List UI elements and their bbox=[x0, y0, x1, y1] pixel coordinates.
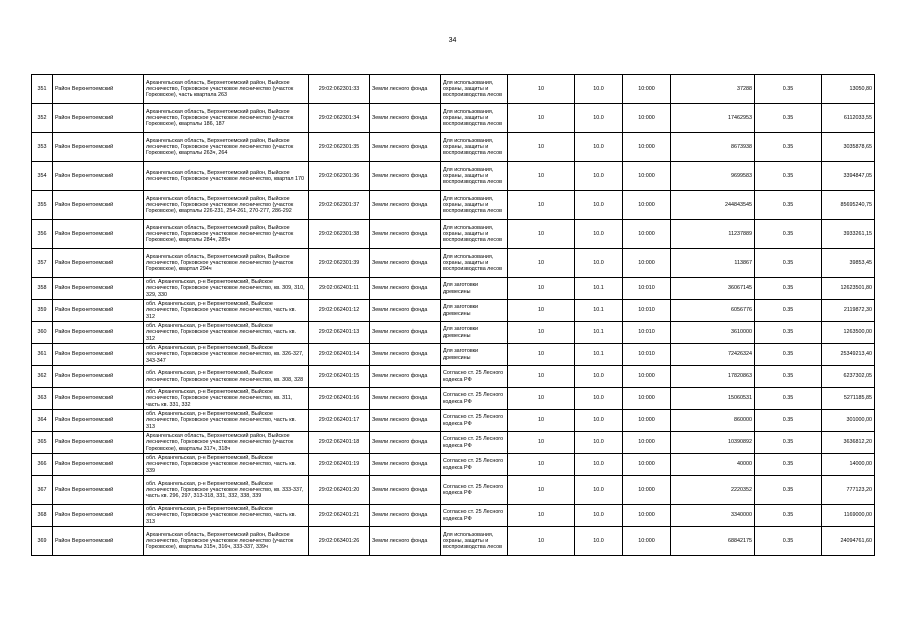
row-number: 359 bbox=[32, 300, 53, 322]
address-cell: Архангельская область, Верхнетоемский район, Выйское лесничество, Горковское участковое лесничество (участок Горковское), кварталы 263ч, 264 bbox=[144, 133, 309, 162]
table-row bbox=[32, 220, 875, 249]
permitted-use-cell: Для использования, охраны, защиты и воспроизводства лесов bbox=[441, 104, 508, 133]
district-cell: Район Верхнетоемский bbox=[53, 410, 144, 432]
permitted-use-cell: Согласно ст. 25 Лесного кодекса РФ bbox=[441, 505, 508, 527]
permitted-use-cell: Согласно ст. 25 Лесного кодекса РФ bbox=[441, 454, 508, 476]
table-row bbox=[32, 104, 875, 133]
cadastral-number-cell: 29:02:062301:35 bbox=[309, 133, 370, 162]
code-1-cell: 10 bbox=[508, 322, 575, 344]
code-3-cell: 10:000 bbox=[623, 366, 671, 388]
code-1-cell: 10 bbox=[508, 527, 575, 556]
table-row bbox=[32, 432, 875, 454]
land-category-cell: Земли лесного фонда bbox=[370, 527, 441, 556]
rate-cell: 0.35 bbox=[755, 366, 822, 388]
land-category-cell: Земли лесного фонда bbox=[370, 476, 441, 505]
rate-cell: 0.35 bbox=[755, 162, 822, 191]
table-row bbox=[32, 133, 875, 162]
district-cell: Район Верхнетоемский bbox=[53, 527, 144, 556]
code-3-cell: 10:000 bbox=[623, 162, 671, 191]
rate-cell: 0.35 bbox=[755, 278, 822, 300]
cadastral-number-cell: 29:02:062401:17 bbox=[309, 410, 370, 432]
cadastral-number-cell: 29:02:062301:33 bbox=[309, 75, 370, 104]
code-1-cell: 10 bbox=[508, 505, 575, 527]
district-cell: Район Верхнетоемский bbox=[53, 388, 144, 410]
address-cell: обл. Архангельская, р-н Верхнетоемский, Выйское лесничество, Горковское участковое лесничество, часть кв. 339 bbox=[144, 454, 309, 476]
permitted-use-cell: Согласно ст. 25 Лесного кодекса РФ bbox=[441, 476, 508, 505]
land-category-cell: Земли лесного фонда bbox=[370, 344, 441, 366]
district-cell: Район Верхнетоемский bbox=[53, 432, 144, 454]
row-number: 351 bbox=[32, 75, 53, 104]
code-1-cell: 10 bbox=[508, 388, 575, 410]
permitted-use-cell: Согласно ст. 25 Лесного кодекса РФ bbox=[441, 410, 508, 432]
code-3-cell: 10:000 bbox=[623, 191, 671, 220]
cadastral-number-cell: 29:02:062401:14 bbox=[309, 344, 370, 366]
address-cell: Архангельская область, Верхнетоемский район, Выйское лесничество, Горковское участковое лесничество (участок Горковское), квартал 294ч bbox=[144, 249, 309, 278]
area-cell: 17820863 bbox=[671, 366, 755, 388]
permitted-use-cell: Согласно ст. 25 Лесного кодекса РФ bbox=[441, 432, 508, 454]
area-cell: 244843545 bbox=[671, 191, 755, 220]
area-cell: 15060531 bbox=[671, 388, 755, 410]
land-category-cell: Земли лесного фонда bbox=[370, 388, 441, 410]
rate-cell: 0.35 bbox=[755, 410, 822, 432]
cadastral-value-cell: 39853,45 bbox=[822, 249, 875, 278]
address-cell: Архангельская область, Верхнетоемский район, Выйское лесничество, Горковское участковое лесничество (участок Горковское), часть квартала 263 bbox=[144, 75, 309, 104]
code-3-cell: 10:000 bbox=[623, 476, 671, 505]
rate-cell: 0.35 bbox=[755, 191, 822, 220]
row-number: 355 bbox=[32, 191, 53, 220]
district-cell: Район Верхнетоемский bbox=[53, 505, 144, 527]
rate-cell: 0.35 bbox=[755, 388, 822, 410]
cadastral-value-cell: 777123,20 bbox=[822, 476, 875, 505]
permitted-use-cell: Для использования, охраны, защиты и воспроизводства лесов bbox=[441, 191, 508, 220]
code-3-cell: 10:000 bbox=[623, 527, 671, 556]
cadastral-number-cell: 29:02:063401:26 bbox=[309, 527, 370, 556]
code-1-cell: 10 bbox=[508, 191, 575, 220]
land-category-cell: Земли лесного фонда bbox=[370, 505, 441, 527]
address-cell: обл. Архангельская, р-н Верхнетоемский, Выйское лесничество, Горковское участковое лесничество, кв. 308, 328 bbox=[144, 366, 309, 388]
cadastral-value-cell: 3933261,15 bbox=[822, 220, 875, 249]
code-2-cell: 10.1 bbox=[575, 344, 623, 366]
code-1-cell: 10 bbox=[508, 476, 575, 505]
table-row bbox=[32, 75, 875, 104]
area-cell: 3610000 bbox=[671, 322, 755, 344]
row-number: 357 bbox=[32, 249, 53, 278]
area-cell: 37288 bbox=[671, 75, 755, 104]
rate-cell: 0.35 bbox=[755, 133, 822, 162]
code-1-cell: 10 bbox=[508, 162, 575, 191]
code-2-cell: 10.1 bbox=[575, 278, 623, 300]
permitted-use-cell: Для использования, охраны, защиты и воспроизводства лесов bbox=[441, 133, 508, 162]
area-cell: 10390892 bbox=[671, 432, 755, 454]
code-2-cell: 10.0 bbox=[575, 75, 623, 104]
land-category-cell: Земли лесного фонда bbox=[370, 278, 441, 300]
code-2-cell: 10.0 bbox=[575, 410, 623, 432]
code-1-cell: 10 bbox=[508, 410, 575, 432]
table-row bbox=[32, 454, 875, 476]
area-cell: 9699583 bbox=[671, 162, 755, 191]
row-number: 368 bbox=[32, 505, 53, 527]
code-1-cell: 10 bbox=[508, 454, 575, 476]
cadastral-value-cell: 3636812,20 bbox=[822, 432, 875, 454]
rate-cell: 0.35 bbox=[755, 505, 822, 527]
area-cell: 113867 bbox=[671, 249, 755, 278]
code-3-cell: 10:000 bbox=[623, 454, 671, 476]
cadastral-number-cell: 29:02:062301:37 bbox=[309, 191, 370, 220]
area-cell: 11237889 bbox=[671, 220, 755, 249]
permitted-use-cell: Для заготовки древесины bbox=[441, 278, 508, 300]
cadastral-value-cell: 24094761,60 bbox=[822, 527, 875, 556]
address-cell: Архангельская область, Верхнетоемский район, Выйское лесничество, Горковское участковое лесничество (участок Горковское), кварталы 317ч, 318ч bbox=[144, 432, 309, 454]
code-1-cell: 10 bbox=[508, 344, 575, 366]
district-cell: Район Верхнетоемский bbox=[53, 278, 144, 300]
address-cell: Архангельская область, Верхнетоемский район, Выйское лесничество, Горковское участковое лесничество (участок Горковское), кварталы 284ч, 285ч bbox=[144, 220, 309, 249]
land-category-cell: Земли лесного фонда bbox=[370, 432, 441, 454]
permitted-use-cell: Согласно ст. 25 Лесного кодекса РФ bbox=[441, 388, 508, 410]
row-number: 364 bbox=[32, 410, 53, 432]
cadastral-number-cell: 29:02:062401:16 bbox=[309, 388, 370, 410]
area-cell: 6056776 bbox=[671, 300, 755, 322]
district-cell: Район Верхнетоемский bbox=[53, 366, 144, 388]
address-cell: Архангельская область, Верхнетоемский район, Выйское лесничество, Горковское участковое лесничество (участок Горковское), кварталы 315ч, 316ч, 333-337, 339ч bbox=[144, 527, 309, 556]
cadastral-number-cell: 29:02:062301:39 bbox=[309, 249, 370, 278]
cadastral-value-cell: 6112033,55 bbox=[822, 104, 875, 133]
cadastral-number-cell: 29:02:062401:12 bbox=[309, 300, 370, 322]
land-category-cell: Земли лесного фонда bbox=[370, 366, 441, 388]
code-2-cell: 10.0 bbox=[575, 191, 623, 220]
area-cell: 3340000 bbox=[671, 505, 755, 527]
table-row bbox=[32, 162, 875, 191]
cadastral-value-cell: 1169000,00 bbox=[822, 505, 875, 527]
rate-cell: 0.35 bbox=[755, 75, 822, 104]
table-row bbox=[32, 366, 875, 388]
code-2-cell: 10.0 bbox=[575, 162, 623, 191]
permitted-use-cell: Для использования, охраны, защиты и воспроизводства лесов bbox=[441, 75, 508, 104]
address-cell: обл. Архангельская, р-н Верхнетоемский, Выйское лесничество, Горковское участковое лесничество, часть кв. 312 bbox=[144, 322, 309, 344]
cadastral-value-cell: 6237302,05 bbox=[822, 366, 875, 388]
rate-cell: 0.35 bbox=[755, 454, 822, 476]
row-number: 352 bbox=[32, 104, 53, 133]
table-body bbox=[32, 75, 875, 556]
cadastral-value-cell: 25349213,40 bbox=[822, 344, 875, 366]
code-3-cell: 10:010 bbox=[623, 322, 671, 344]
cadastral-value-cell: 1263500,00 bbox=[822, 322, 875, 344]
rate-cell: 0.35 bbox=[755, 249, 822, 278]
code-2-cell: 10.0 bbox=[575, 388, 623, 410]
area-cell: 68842175 bbox=[671, 527, 755, 556]
permitted-use-cell: Для использования, охраны, защиты и воспроизводства лесов bbox=[441, 162, 508, 191]
rate-cell: 0.35 bbox=[755, 432, 822, 454]
code-3-cell: 10:000 bbox=[623, 133, 671, 162]
code-1-cell: 10 bbox=[508, 432, 575, 454]
code-2-cell: 10.0 bbox=[575, 505, 623, 527]
land-category-cell: Земли лесного фонда bbox=[370, 191, 441, 220]
address-cell: Архангельская область, Верхнетоемский район, Выйское лесничество, Горковское участковое лесничество (участок Горковское), кварталы 226-231, 254-261, 270-277, 286-292 bbox=[144, 191, 309, 220]
code-2-cell: 10.0 bbox=[575, 476, 623, 505]
address-cell: обл. Архангельская, р-н Верхнетоемский, Выйское лесничество, Горковское участковое лесничество, кв. 333-337, часть кв. 296, 297, 313-318, 331, 332, 338, 339 bbox=[144, 476, 309, 505]
permitted-use-cell: Для использования, охраны, защиты и воспроизводства лесов bbox=[441, 527, 508, 556]
row-number: 362 bbox=[32, 366, 53, 388]
table-row bbox=[32, 191, 875, 220]
code-1-cell: 10 bbox=[508, 366, 575, 388]
code-1-cell: 10 bbox=[508, 133, 575, 162]
code-2-cell: 10.1 bbox=[575, 322, 623, 344]
permitted-use-cell: Для заготовки древесины bbox=[441, 344, 508, 366]
row-number: 367 bbox=[32, 476, 53, 505]
area-cell: 2220352 bbox=[671, 476, 755, 505]
table-row bbox=[32, 344, 875, 366]
cadastral-value-cell: 2119872,30 bbox=[822, 300, 875, 322]
address-cell: обл. Архангельская, р-н Верхнетоемский, Выйское лесничество, Горковское участковое лесничество, часть кв. 313 bbox=[144, 505, 309, 527]
district-cell: Район Верхнетоемский bbox=[53, 75, 144, 104]
code-3-cell: 10:000 bbox=[623, 410, 671, 432]
cadastral-value-cell: 301000,00 bbox=[822, 410, 875, 432]
district-cell: Район Верхнетоемский bbox=[53, 476, 144, 505]
code-2-cell: 10.0 bbox=[575, 133, 623, 162]
district-cell: Район Верхнетоемский bbox=[53, 249, 144, 278]
row-number: 369 bbox=[32, 527, 53, 556]
cadastral-number-cell: 29:02:062401:13 bbox=[309, 322, 370, 344]
cadastral-value-cell: 12623501,80 bbox=[822, 278, 875, 300]
permitted-use-cell: Согласно ст. 25 Лесного кодекса РФ bbox=[441, 366, 508, 388]
district-cell: Район Верхнетоемский bbox=[53, 133, 144, 162]
code-1-cell: 10 bbox=[508, 249, 575, 278]
permitted-use-cell: Для использования, охраны, защиты и воспроизводства лесов bbox=[441, 249, 508, 278]
row-number: 366 bbox=[32, 454, 53, 476]
table-row bbox=[32, 527, 875, 556]
page-number: 34 bbox=[448, 37, 457, 44]
cadastral-value-cell: 3035878,65 bbox=[822, 133, 875, 162]
row-number: 363 bbox=[32, 388, 53, 410]
row-number: 365 bbox=[32, 432, 53, 454]
code-1-cell: 10 bbox=[508, 300, 575, 322]
row-number: 353 bbox=[32, 133, 53, 162]
code-3-cell: 10:000 bbox=[623, 388, 671, 410]
rate-cell: 0.35 bbox=[755, 300, 822, 322]
land-category-cell: Земли лесного фонда bbox=[370, 162, 441, 191]
row-number: 358 bbox=[32, 278, 53, 300]
district-cell: Район Верхнетоемский bbox=[53, 300, 144, 322]
district-cell: Район Верхнетоемский bbox=[53, 104, 144, 133]
code-3-cell: 10:000 bbox=[623, 432, 671, 454]
area-cell: 36067145 bbox=[671, 278, 755, 300]
cadastral-number-cell: 29:02:062401:11 bbox=[309, 278, 370, 300]
code-2-cell: 10.0 bbox=[575, 432, 623, 454]
table-row bbox=[32, 249, 875, 278]
cadastral-number-cell: 29:02:062401:15 bbox=[309, 366, 370, 388]
land-category-cell: Земли лесного фонда bbox=[370, 410, 441, 432]
code-1-cell: 10 bbox=[508, 104, 575, 133]
cadastral-value-cell: 3394847,05 bbox=[822, 162, 875, 191]
code-2-cell: 10.1 bbox=[575, 300, 623, 322]
table-row bbox=[32, 300, 875, 322]
cadastral-value-cell: 13050,80 bbox=[822, 75, 875, 104]
cadastral-number-cell: 29:02:062301:38 bbox=[309, 220, 370, 249]
land-category-cell: Земли лесного фонда bbox=[370, 454, 441, 476]
land-category-cell: Земли лесного фонда bbox=[370, 133, 441, 162]
code-2-cell: 10.0 bbox=[575, 527, 623, 556]
area-cell: 8673938 bbox=[671, 133, 755, 162]
area-cell: 17462953 bbox=[671, 104, 755, 133]
row-number: 360 bbox=[32, 322, 53, 344]
district-cell: Район Верхнетоемский bbox=[53, 322, 144, 344]
land-category-cell: Земли лесного фонда bbox=[370, 322, 441, 344]
address-cell: обл. Архангельская, р-н Верхнетоемский, Выйское лесничество, Горковское участковое лесничество, часть кв. 312 bbox=[144, 300, 309, 322]
permitted-use-cell: Для использования, охраны, защиты и воспроизводства лесов bbox=[441, 220, 508, 249]
address-cell: обл. Архангельская, р-н Верхнетоемский, Выйское лесничество, Горковское участковое лесничество, кв. 326-327, 343-347 bbox=[144, 344, 309, 366]
district-cell: Район Верхнетоемский bbox=[53, 220, 144, 249]
code-3-cell: 10:010 bbox=[623, 278, 671, 300]
row-number: 356 bbox=[32, 220, 53, 249]
permitted-use-cell: Для заготовки древесины bbox=[441, 300, 508, 322]
code-1-cell: 10 bbox=[508, 220, 575, 249]
code-1-cell: 10 bbox=[508, 75, 575, 104]
rate-cell: 0.35 bbox=[755, 220, 822, 249]
cadastral-value-cell: 85695240,75 bbox=[822, 191, 875, 220]
code-2-cell: 10.0 bbox=[575, 366, 623, 388]
address-cell: обл. Архангельская, р-н Верхнетоемский, Выйское лесничество, Горковское участковое лесничество, кв. 309, 310, 329, 330 bbox=[144, 278, 309, 300]
district-cell: Район Верхнетоемский bbox=[53, 344, 144, 366]
district-cell: Район Верхнетоемский bbox=[53, 162, 144, 191]
code-1-cell: 10 bbox=[508, 278, 575, 300]
rate-cell: 0.35 bbox=[755, 322, 822, 344]
row-number: 354 bbox=[32, 162, 53, 191]
address-cell: обл. Архангельская, р-н Верхнетоемский, Выйское лесничество, Горковское участковое лесничество, кв. 311, часть кв. 331, 332 bbox=[144, 388, 309, 410]
code-2-cell: 10.0 bbox=[575, 249, 623, 278]
land-category-cell: Земли лесного фонда bbox=[370, 104, 441, 133]
table-row bbox=[32, 410, 875, 432]
code-3-cell: 10:000 bbox=[623, 75, 671, 104]
area-cell: 72426324 bbox=[671, 344, 755, 366]
cadastral-number-cell: 29:02:062301:36 bbox=[309, 162, 370, 191]
code-2-cell: 10.0 bbox=[575, 220, 623, 249]
table-row bbox=[32, 388, 875, 410]
cadastral-number-cell: 29:02:062401:19 bbox=[309, 454, 370, 476]
address-cell: обл. Архангельская, р-н Верхнетоемский, Выйское лесничество, Горковское участковое лесничество, часть кв. 313 bbox=[144, 410, 309, 432]
rate-cell: 0.35 bbox=[755, 527, 822, 556]
cadastral-number-cell: 29:02:062301:34 bbox=[309, 104, 370, 133]
cadastral-number-cell: 29:02:062401:20 bbox=[309, 476, 370, 505]
cadastral-value-table bbox=[31, 74, 875, 556]
land-category-cell: Земли лесного фонда bbox=[370, 75, 441, 104]
area-cell: 860000 bbox=[671, 410, 755, 432]
table-row bbox=[32, 505, 875, 527]
cadastral-number-cell: 29:02:062401:21 bbox=[309, 505, 370, 527]
rate-cell: 0.35 bbox=[755, 476, 822, 505]
code-3-cell: 10:000 bbox=[623, 505, 671, 527]
table-row bbox=[32, 322, 875, 344]
address-cell: Архангельская область, Верхнетоемский район, Выйское лесничество, Горковское участковое лесничество, квартал 170 bbox=[144, 162, 309, 191]
rate-cell: 0.35 bbox=[755, 344, 822, 366]
code-3-cell: 10:000 bbox=[623, 104, 671, 133]
cadastral-number-cell: 29:02:062401:18 bbox=[309, 432, 370, 454]
district-cell: Район Верхнетоемский bbox=[53, 191, 144, 220]
permitted-use-cell: Для заготовки древесины bbox=[441, 322, 508, 344]
code-3-cell: 10:000 bbox=[623, 220, 671, 249]
land-category-cell: Земли лесного фонда bbox=[370, 220, 441, 249]
table-row bbox=[32, 476, 875, 505]
table-row bbox=[32, 278, 875, 300]
code-2-cell: 10.0 bbox=[575, 454, 623, 476]
land-category-cell: Земли лесного фонда bbox=[370, 249, 441, 278]
area-cell: 40000 bbox=[671, 454, 755, 476]
code-3-cell: 10:010 bbox=[623, 344, 671, 366]
code-2-cell: 10.0 bbox=[575, 104, 623, 133]
row-number: 361 bbox=[32, 344, 53, 366]
code-3-cell: 10:010 bbox=[623, 300, 671, 322]
district-cell: Район Верхнетоемский bbox=[53, 454, 144, 476]
land-category-cell: Земли лесного фонда bbox=[370, 300, 441, 322]
cadastral-value-cell: 5271185,85 bbox=[822, 388, 875, 410]
rate-cell: 0.35 bbox=[755, 104, 822, 133]
code-3-cell: 10:000 bbox=[623, 249, 671, 278]
address-cell: Архангельская область, Верхнетоемский район, Выйское лесничество, Горковское участковое лесничество (участок Горковское), кварталы 186, 187 bbox=[144, 104, 309, 133]
cadastral-value-cell: 14000,00 bbox=[822, 454, 875, 476]
